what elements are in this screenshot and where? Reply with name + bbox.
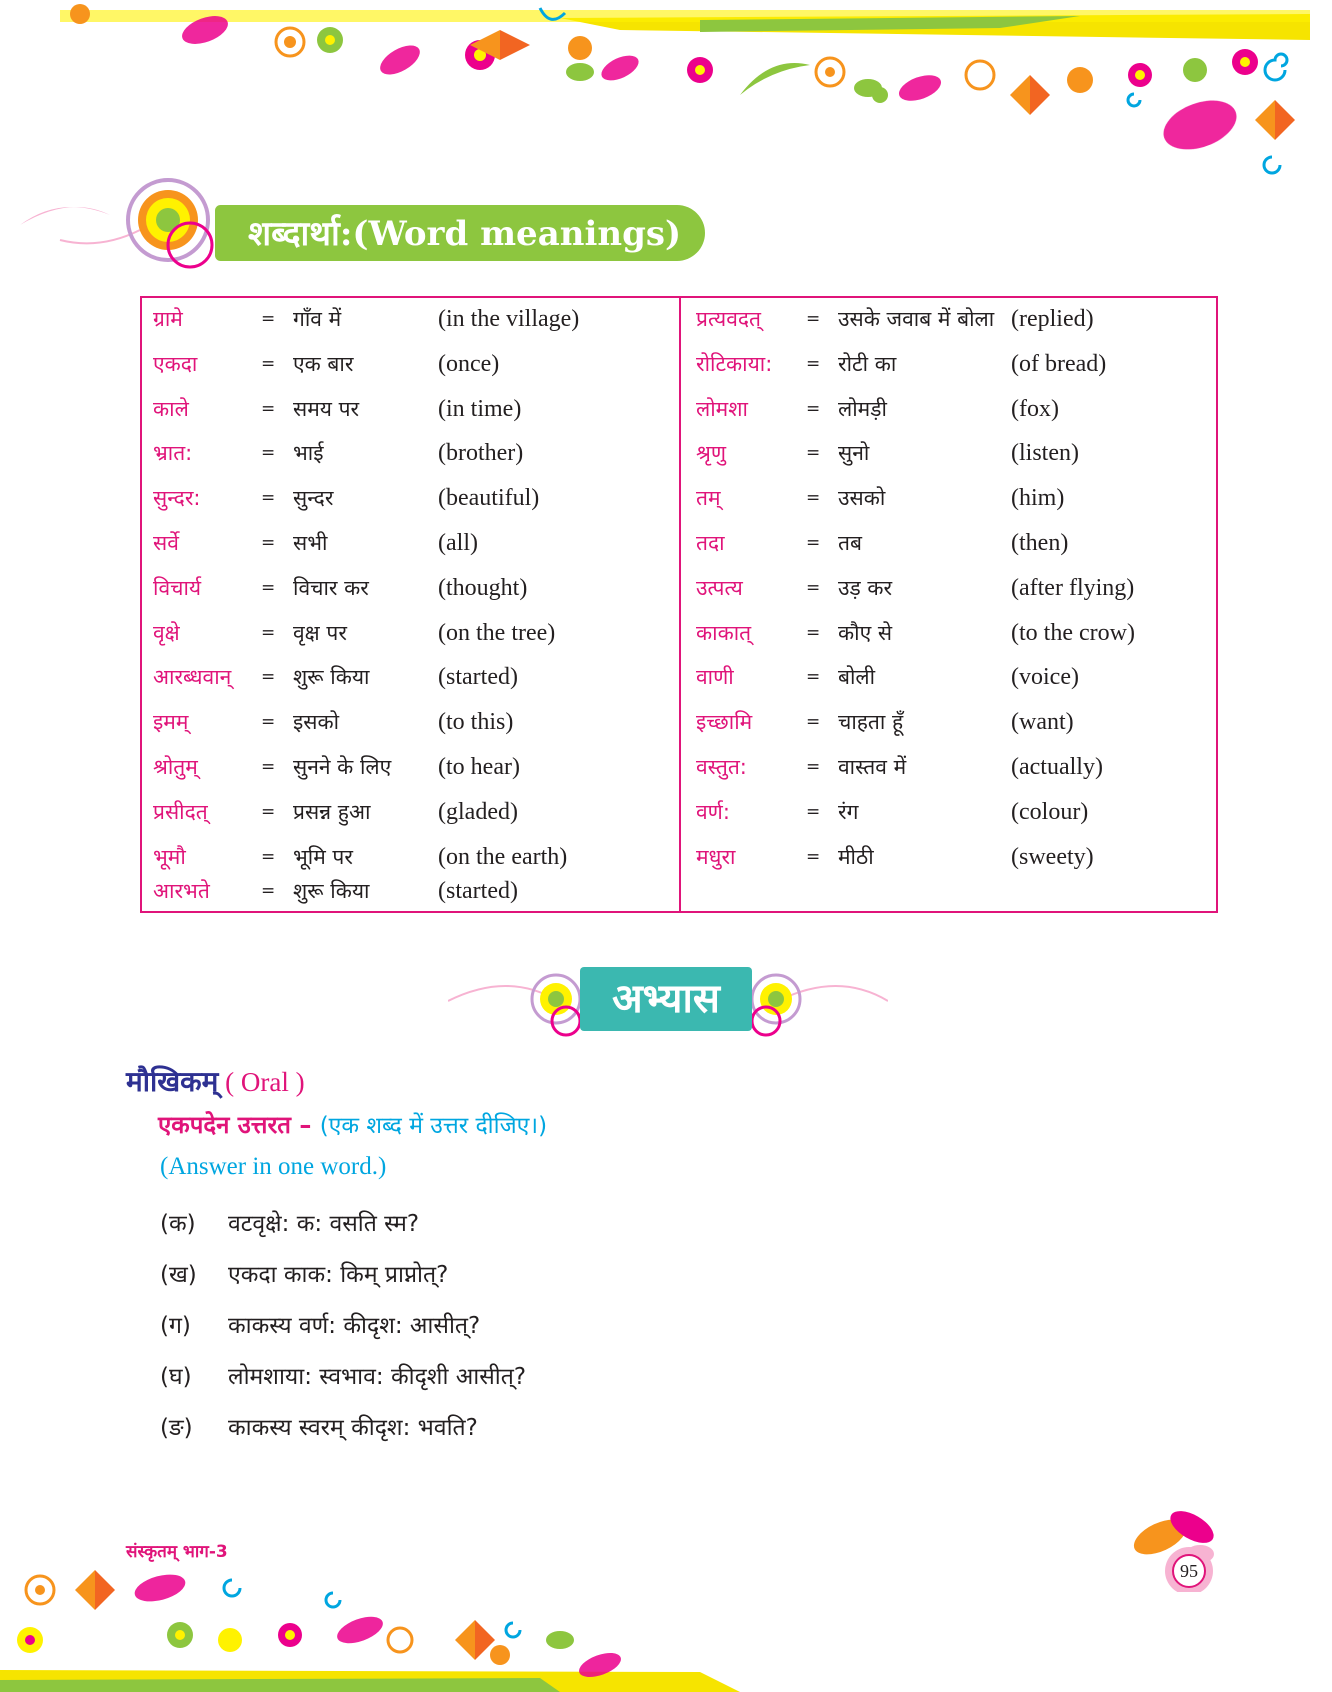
sanskrit-word: प्रत्यवदत्: [696, 307, 762, 331]
english-meaning: (listen): [1011, 440, 1079, 467]
equals-sign: =: [261, 533, 276, 553]
english-meaning: (replied): [1011, 306, 1094, 332]
english-meaning: (in the village): [438, 306, 580, 332]
question-text: काकस्य वर्ण: कीदृश: आसीत्?: [228, 1313, 481, 1339]
question-text: लोमशाया: स्वभाव: कीदृशी आसीत्?: [228, 1364, 527, 1390]
instruction-english: (Answer in one word.): [160, 1153, 387, 1180]
word-meaning-row: [153, 523, 673, 563]
equals-sign: =: [261, 622, 276, 643]
equals-sign: =: [806, 801, 821, 822]
hindi-meaning: एक बार: [293, 351, 354, 376]
sanskrit-word: इच्छामि: [696, 710, 753, 735]
hindi-meaning: शुरू किया: [293, 878, 370, 903]
sanskrit-word: काकात्: [696, 620, 752, 645]
equals-sign: =: [806, 398, 821, 419]
word-meaning-row: [153, 657, 673, 697]
hindi-meaning: सभी: [293, 531, 328, 555]
sanskrit-word: भ्रात:: [153, 441, 193, 466]
sanskrit-word: प्रसीदत्: [153, 799, 208, 824]
english-meaning: (want): [1011, 709, 1074, 736]
page-number: 95: [1172, 1554, 1206, 1588]
english-meaning: (started): [438, 877, 518, 904]
word-meaning-row: [153, 299, 673, 339]
hindi-meaning: प्रसन्न हुआ: [293, 799, 371, 824]
hindi-meaning: शुरू किया: [293, 665, 370, 690]
hindi-meaning: रंग: [838, 799, 859, 824]
sanskrit-word: श्रृणु: [696, 441, 727, 466]
sanskrit-word: भूमौ: [153, 844, 186, 869]
word-meaning-row: [153, 747, 673, 787]
word-meaning-row: [696, 478, 1216, 518]
sanskrit-word: मधुरा: [696, 844, 736, 869]
equals-sign: =: [261, 577, 276, 598]
equals-sign: =: [261, 846, 276, 867]
sanskrit-word: इमम्: [153, 710, 189, 735]
question-label: (ख): [160, 1262, 197, 1288]
equals-sign: =: [806, 533, 821, 553]
equals-sign: =: [261, 353, 276, 374]
equals-sign: =: [261, 488, 276, 509]
oral-title: मौखिकम्: [126, 1065, 219, 1098]
word-meaning-row: [153, 433, 673, 473]
english-meaning: (colour): [1011, 798, 1089, 825]
english-meaning: (voice): [1011, 664, 1079, 691]
question-text: वटवृक्षे: क: वसति स्म?: [228, 1211, 420, 1237]
sanskrit-word: तम्: [696, 486, 721, 511]
word-meaning-row: [153, 871, 673, 911]
word-meanings-heading-banner: [20, 165, 720, 285]
word-meaning-row: [696, 299, 1216, 339]
equals-sign: =: [261, 712, 276, 733]
sanskrit-word: वाणी: [696, 665, 734, 690]
equals-sign: =: [806, 712, 821, 733]
hindi-meaning: उड़ कर: [838, 575, 893, 600]
instruction-sanskrit: एकपदेन उत्तरत –: [158, 1111, 320, 1139]
table-divider: [679, 296, 681, 913]
english-meaning: (brother): [438, 440, 524, 467]
english-meaning: (on the tree): [438, 619, 556, 646]
page-number-badge: [1120, 1502, 1230, 1592]
hindi-meaning: उसको: [838, 486, 886, 511]
oral-title-english: ( Oral ): [218, 1067, 305, 1097]
word-meaning-row: [696, 657, 1216, 697]
sanskrit-word: ग्रामे: [153, 307, 183, 331]
english-meaning: (beautiful): [438, 485, 540, 512]
equals-sign: =: [806, 622, 821, 643]
hindi-meaning: सुनने के लिए: [293, 755, 392, 779]
hindi-meaning: मीठी: [838, 844, 874, 869]
hindi-meaning: वास्तव में: [838, 755, 907, 779]
english-meaning: (after flying): [1011, 574, 1135, 601]
english-meaning: (once): [438, 350, 500, 377]
equals-sign: =: [261, 398, 276, 419]
english-meaning: (actually): [1011, 754, 1103, 780]
abhyas-banner: [448, 955, 888, 1047]
sanskrit-word: श्रोतुम्: [153, 755, 198, 779]
word-meaning-row: [696, 433, 1216, 473]
equals-sign: =: [261, 757, 276, 777]
english-meaning: (to the crow): [1011, 619, 1135, 646]
equals-sign: =: [261, 880, 276, 901]
hindi-meaning: कौए से: [838, 620, 893, 645]
english-meaning: (to this): [438, 709, 514, 736]
sanskrit-word: वस्तुत:: [696, 755, 747, 779]
sanskrit-word: वर्ण:: [696, 799, 730, 824]
equals-sign: =: [806, 577, 821, 598]
word-meaning-row: [153, 792, 673, 832]
word-meaning-row: [153, 702, 673, 742]
english-meaning: (all): [438, 530, 478, 556]
equals-sign: =: [261, 667, 276, 688]
sanskrit-word: एकदा: [153, 351, 198, 376]
english-meaning: (on the earth): [438, 843, 568, 870]
question-label: (ङ): [160, 1415, 193, 1441]
equals-sign: =: [261, 443, 276, 464]
equals-sign: =: [261, 309, 276, 329]
word-meaning-row: [696, 702, 1216, 742]
sanskrit-word: सुन्दर:: [153, 486, 201, 511]
question-text: काकस्य स्वरम् कीदृश: भवति?: [228, 1415, 478, 1441]
sanskrit-word: सर्वे: [153, 531, 179, 555]
word-meaning-row: [696, 344, 1216, 384]
sanskrit-word: रोटिकाया:: [696, 351, 773, 376]
word-meaning-row: [153, 344, 673, 384]
sanskrit-word: आरब्धवान्: [153, 665, 232, 690]
hindi-meaning: सुन्दर: [293, 486, 334, 511]
hindi-meaning: उसके जवाब में बोला: [838, 307, 995, 331]
word-meaning-row: [153, 613, 673, 653]
instruction-hindi: (एक शब्द में उत्तर दीजिए।): [319, 1113, 548, 1139]
hindi-meaning: विचार कर: [293, 575, 369, 600]
english-meaning: (to hear): [438, 754, 520, 780]
hindi-meaning: रोटी का: [838, 351, 897, 376]
word-meaning-row: [696, 613, 1216, 653]
equals-sign: =: [261, 801, 276, 822]
english-meaning: (fox): [1011, 395, 1059, 422]
english-meaning: (in time): [438, 395, 522, 422]
question-text: एकदा काक: किम् प्राप्नोत्?: [228, 1262, 449, 1288]
sanskrit-word: विचार्य: [153, 575, 202, 600]
sanskrit-word: वृक्षे: [153, 620, 180, 645]
sanskrit-word: उत्पत्य: [696, 575, 743, 600]
sanskrit-word: लोमशा: [696, 396, 748, 421]
word-meaning-row: [696, 523, 1216, 563]
equals-sign: =: [806, 757, 821, 777]
equals-sign: =: [806, 443, 821, 464]
word-meaning-row: [696, 792, 1216, 832]
sanskrit-word: तदा: [696, 531, 725, 555]
hindi-meaning: सुनो: [838, 441, 870, 466]
english-meaning: (of bread): [1011, 350, 1107, 377]
hindi-meaning: तब: [838, 531, 862, 555]
hindi-meaning: भाई: [293, 441, 324, 466]
question-label: (क): [160, 1211, 196, 1237]
section-heading: शब्दार्था:(Word meanings): [248, 214, 682, 254]
equals-sign: =: [806, 488, 821, 509]
oral-instruction: [158, 1105, 547, 1145]
oral-heading: [126, 1062, 305, 1102]
english-meaning: (then): [1011, 530, 1069, 556]
equals-sign: =: [806, 309, 821, 329]
word-meaning-row: [153, 478, 673, 518]
english-meaning: (gladed): [438, 798, 518, 825]
book-title: संस्कृतम् भाग-3: [126, 1542, 228, 1562]
question-label: (घ): [160, 1364, 192, 1390]
hindi-meaning: गाँव में: [293, 307, 342, 331]
word-meaning-row: [153, 389, 673, 429]
bottom-floral-border: [0, 1560, 760, 1692]
hindi-meaning: चाहता हूँ: [838, 710, 904, 735]
equals-sign: =: [806, 667, 821, 688]
english-meaning: (started): [438, 664, 518, 691]
hindi-meaning: समय पर: [293, 396, 360, 421]
equals-sign: =: [806, 353, 821, 374]
word-meaning-row: [696, 747, 1216, 787]
hindi-meaning: इसको: [293, 710, 340, 735]
word-meaning-row: [696, 837, 1216, 877]
question-label: (ग): [160, 1313, 191, 1339]
hindi-meaning: लोमड़ी: [838, 396, 887, 421]
hindi-meaning: भूमि पर: [293, 844, 353, 869]
sanskrit-word: काले: [153, 396, 189, 421]
word-meaning-row: [696, 568, 1216, 608]
english-meaning: (sweety): [1011, 843, 1094, 870]
hindi-meaning: बोली: [838, 665, 876, 690]
word-meaning-row: [153, 568, 673, 608]
equals-sign: =: [806, 846, 821, 867]
word-meaning-row: [696, 389, 1216, 429]
sanskrit-word: आरभते: [153, 878, 210, 903]
english-meaning: (thought): [438, 574, 528, 601]
english-meaning: (him): [1011, 485, 1065, 512]
hindi-meaning: वृक्ष पर: [293, 620, 347, 645]
abhyas-title: अभ्यास: [612, 976, 720, 1022]
